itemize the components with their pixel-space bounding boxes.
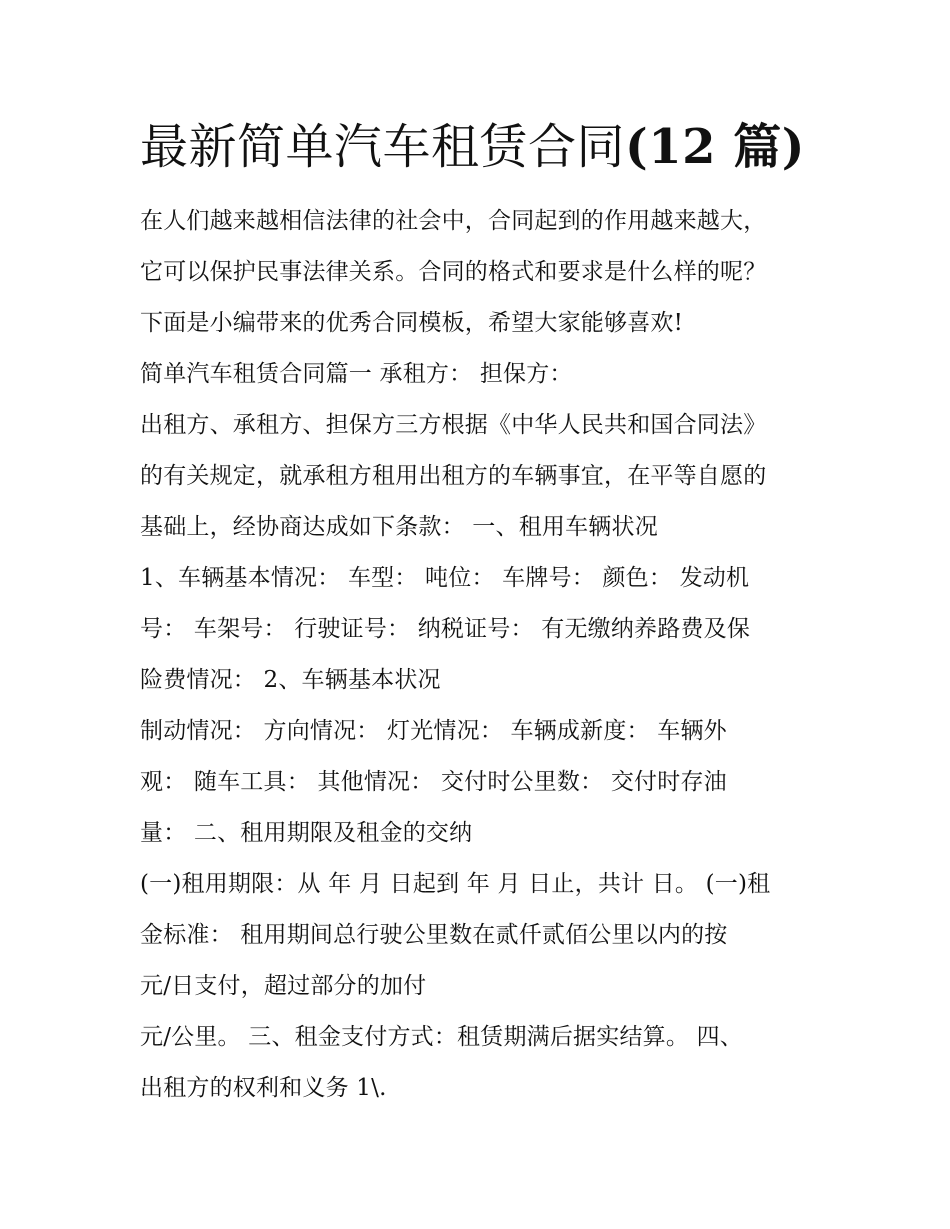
- body-line: 量： 二、租用期限及租金的交纳: [140, 820, 473, 846]
- body-line: 金标准： 租用期间总行驶公里数在贰仟贰佰公里以内的按: [140, 922, 728, 948]
- body-line: 元/日支付，超过部分的加付: [140, 973, 427, 999]
- body-line: 出租方的权利和义务 1\.: [140, 1075, 387, 1101]
- body-line: 它可以保护民事法律关系。合同的格式和要求是什么样的呢？: [140, 259, 767, 285]
- body-line: 在人们越来越相信法律的社会中，合同起到的作用越来越大，: [140, 208, 767, 234]
- body-line: 元/公里。 三、租金支付方式：租赁期满后据实结算。 四、: [140, 1024, 743, 1050]
- body-line: 观： 随车工具： 其他情况： 交付时公里数： 交付时存油: [140, 769, 727, 795]
- body-line: 号： 车架号： 行驶证号： 纳税证号： 有无缴纳养路费及保: [140, 616, 751, 642]
- body-line: 下面是小编带来的优秀合同模板，希望大家能够喜欢!: [140, 310, 684, 336]
- body-line: 1、车辆基本情况： 车型： 吨位： 车牌号： 颜色： 发动机: [140, 565, 750, 591]
- body-line: 简单汽车租赁合同篇一 承租方： 担保方：: [140, 361, 573, 387]
- document-title-main: 最新简单汽车租赁合同: [140, 119, 626, 175]
- document-title: [140, 112, 860, 182]
- body-line: (一)租用期限：从 年 月 日起到 年 月 日止，共计 日。 (一)租: [140, 871, 771, 897]
- body-line: 出租方、承租方、担保方三方根据《中华人民共和国合同法》: [140, 412, 767, 438]
- document-title-suffix: (12 篇): [625, 119, 805, 175]
- body-line: 险费情况： 2、车辆基本状况: [140, 667, 441, 693]
- document-body: [140, 196, 820, 1114]
- body-line: 基础上，经协商达成如下条款： 一、租用车辆状况: [140, 514, 658, 540]
- body-line: 制动情况： 方向情况： 灯光情况： 车辆成新度： 车辆外: [140, 718, 727, 744]
- body-line: 的有关规定，就承租方租用出租方的车辆事宜，在平等自愿的: [140, 463, 767, 489]
